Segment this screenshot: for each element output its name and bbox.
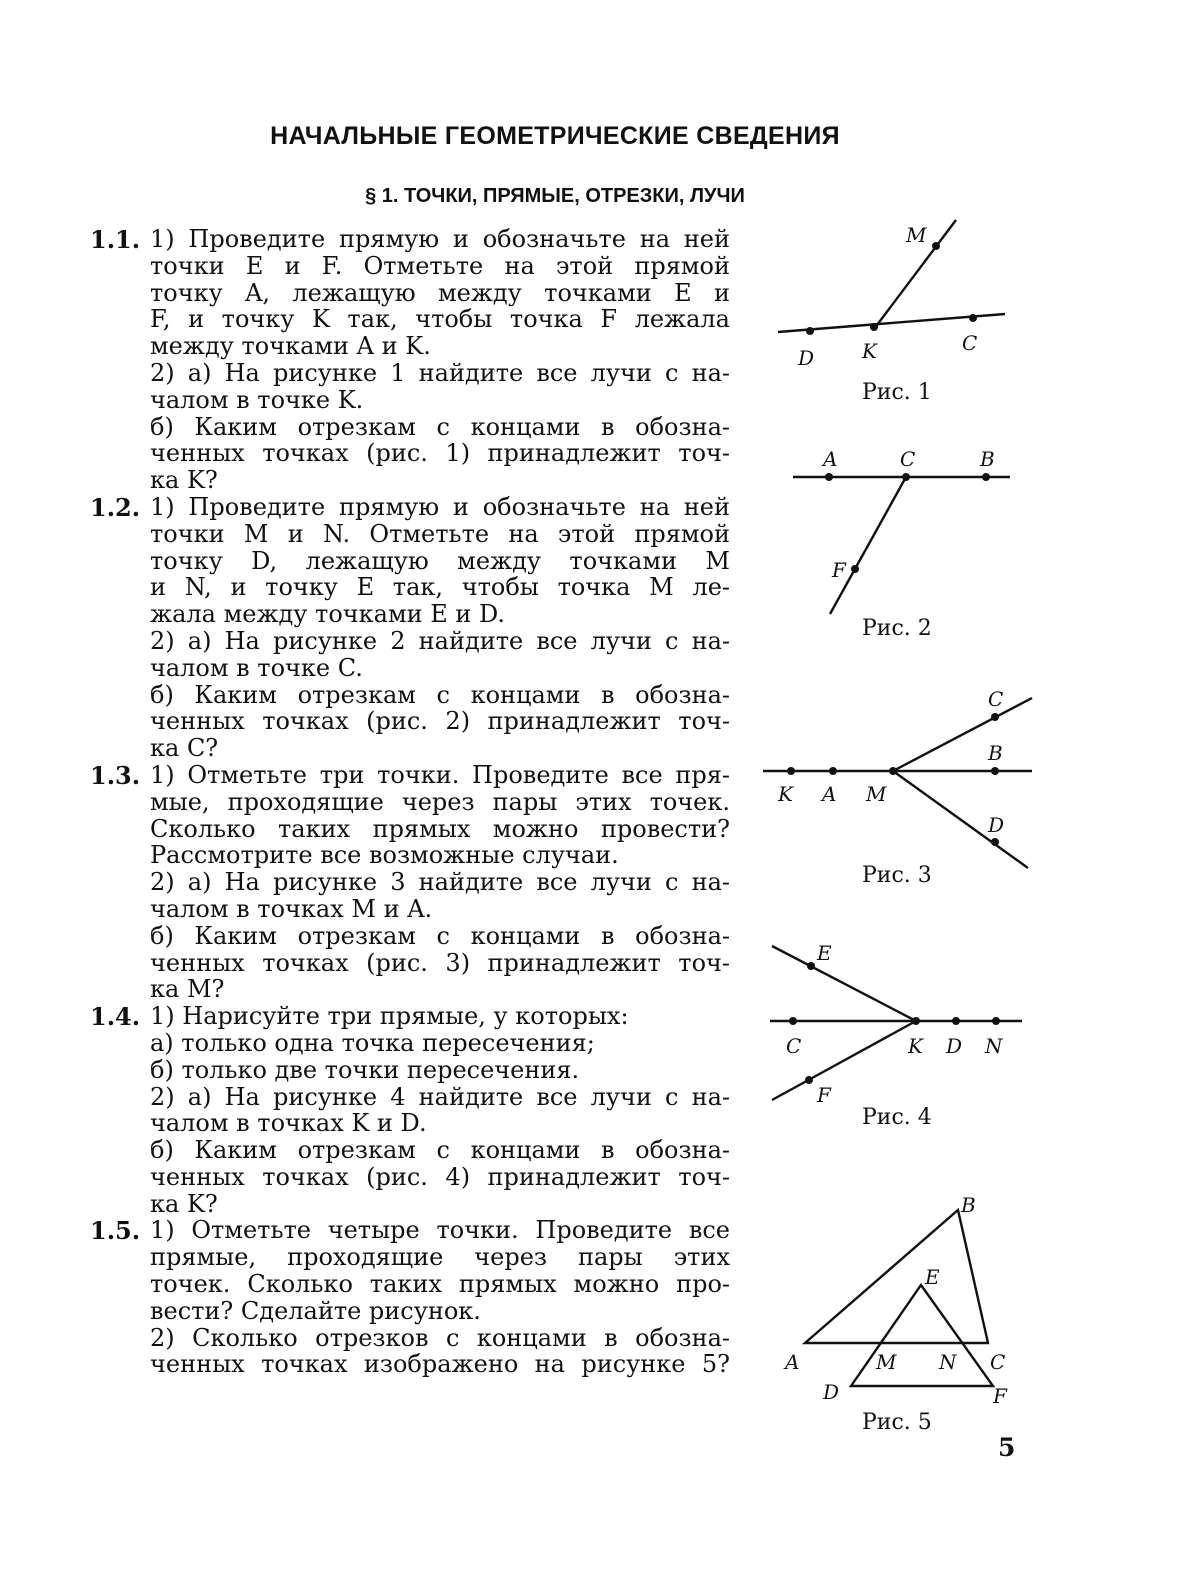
problem-line: точек. Сколько таких прямых можно про- [150,1270,730,1299]
problem-line: 2) Сколько отрезков с концами в обозна- [150,1323,730,1352]
problem-number: 1.3. [90,760,141,790]
problem-line: б) только две точки пересечения. [150,1055,580,1084]
figure-4-caption: Рис. 4 [862,1105,932,1130]
problem-line: ка K? [150,1189,218,1218]
problem-line: 2) а) На рисунке 1 найдите все лучи с на- [150,358,730,387]
problem-line: 1) Отметьте три точки. Проведите все пря- [150,760,730,789]
problem-line: ченных точках (рис. 4) принадлежит точ- [150,1162,730,1191]
problem-line: и N, и точку E так, чтобы точка M ле- [150,573,730,602]
label-d: D [798,346,815,370]
problem-line: прямые, проходящие через пары этих [150,1243,730,1272]
problem-line: жала между точками E и D. [150,600,506,629]
label-f: F [817,1083,831,1107]
label-b: B [988,741,1003,765]
problem-line: 1) Проведите прямую и обозначьте на ней [150,492,730,521]
label-d: D [946,1034,963,1058]
problem-line: б) Каким отрезкам с концами в обозна- [150,412,730,441]
page-number: 5 [998,1433,1016,1462]
label-e: E [817,941,832,965]
triangle-def [851,1285,993,1386]
problem-line: 2) а) На рисунке 3 найдите все лучи с на- [150,868,730,897]
label-e: E [925,1265,940,1289]
problem-line: точку D, лежащую между точками M [150,546,730,575]
problem-line: мые, проходящие через пары этих точек. [150,787,730,816]
label-a: A [822,782,837,806]
problem-line: чалом в точках M и A. [150,894,433,923]
label-m: M [876,1350,897,1374]
problem-line: 1) Проведите прямую и обозначьте на ней [150,225,730,253]
problem-line: между точками A и K. [150,332,431,361]
problem-line: точки E и F. Отметьте на этой прямой [150,251,730,280]
problem-line: 2) а) На рисунке 4 найдите все лучи с на- [150,1082,730,1111]
label-c: C [786,1034,802,1058]
problem-line: точки M и N. Отметьте на этой прямой [150,519,730,548]
problem-line: ченных точках (рис. 2) принадлежит точ- [150,707,730,736]
problem-number: 1.1. [90,225,141,254]
section-title: § 1. ТОЧКИ, ПРЯМЫЕ, ОТРЕЗКИ, ЛУЧИ [365,185,745,207]
figure-3-caption: Рис. 3 [862,863,932,888]
problem-line: 1) Нарисуйте три прямые, у которых: [150,1002,629,1031]
label-k: K [778,782,793,806]
label-a: A [785,1350,800,1374]
problem-line: вести? Сделайте рисунок. [150,1296,481,1325]
label-d: D [823,1380,840,1404]
problem-line: 1) Отметьте четыре точки. Проведите все [150,1216,730,1245]
chapter-title: НАЧАЛЬНЫЕ ГЕОМЕТРИЧЕСКИЕ СВЕДЕНИЯ [270,122,840,150]
label-a: A [823,447,838,471]
figure-1-caption: Рис. 1 [862,380,932,405]
label-n: N [939,1350,957,1374]
figure-2-caption: Рис. 2 [862,616,932,641]
problem-line: а) только одна точка пересечения; [150,1028,595,1057]
problem-line: ка C? [150,734,219,763]
label-c: C [900,447,916,471]
label-f: F [993,1384,1007,1408]
label-c: C [988,687,1004,711]
problem-number: 1.4. [90,1002,141,1032]
label-c: C [962,331,978,355]
label-b: B [961,1193,976,1217]
figure-5-caption: Рис. 5 [862,1410,932,1435]
problem-line: чалом в точке C. [150,653,363,682]
problem-line: 2) а) На рисунке 2 найдите все лучи с на- [150,626,730,655]
label-n: N [985,1034,1003,1058]
problem-line: чалом в точках K и D. [150,1109,427,1138]
triangle-abc [805,1210,988,1343]
problem-number: 1.5. [90,1216,141,1246]
problem-line: F, и точку K так, чтобы точка F лежала [150,305,730,334]
problem-line: Рассмотрите все возможные случаи. [150,841,619,870]
problem-line: ченных точках (рис. 3) принадлежит точ- [150,948,730,977]
problem-line: ка K? [150,466,218,495]
problem-line: ченных точках изображено на рисунке 5? [150,1350,730,1379]
problem-line: точку A, лежащую между точками E и [150,278,730,307]
problem-line: Сколько таких прямых можно провести? [150,814,730,843]
label-b: B [980,447,995,471]
label-c: C [990,1350,1006,1374]
problem-line: ка M? [150,975,225,1004]
problem-number: 1.2. [90,492,141,522]
problem-line: б) Каким отрезкам с концами в обозна- [150,1136,730,1165]
problem-line: чалом в точке K. [150,385,364,414]
label-k: K [908,1034,923,1058]
label-m: M [866,782,887,806]
label-d: D [988,813,1005,837]
problem-line: б) Каким отрезкам с концами в обозна- [150,680,730,709]
label-f: F [832,558,846,582]
label-k: K [862,339,877,363]
problem-line: ченных точках (рис. 1) принадлежит точ- [150,439,730,468]
label-m: M [906,223,927,247]
problem-line: б) Каким отрезкам с концами в обозна- [150,921,730,950]
